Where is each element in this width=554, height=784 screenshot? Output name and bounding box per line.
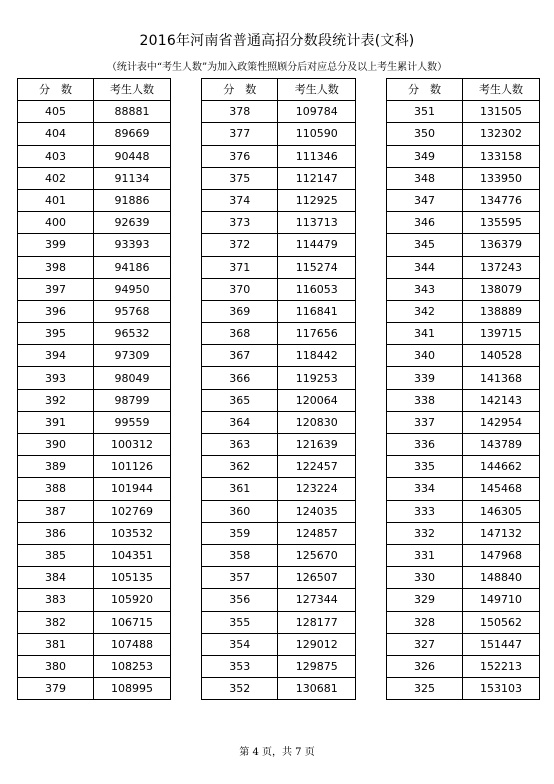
count-cell: 105135 — [94, 567, 171, 589]
count-cell: 93393 — [94, 234, 171, 256]
table-row — [202, 411, 356, 433]
count-cell: 126507 — [278, 567, 356, 589]
count-cell: 146305 — [463, 500, 540, 522]
score-cell: 372 — [202, 234, 278, 256]
table-row — [202, 167, 356, 189]
page-footer: 第 4 页，共 7 页 — [239, 747, 315, 758]
score-cell: 365 — [202, 389, 278, 411]
table-row — [202, 101, 356, 123]
count-cell: 117656 — [278, 323, 356, 345]
page-title: 2016年河南省普通高招分数段统计表(文科) — [139, 33, 415, 49]
count-cell: 88881 — [94, 101, 171, 123]
table-row — [18, 633, 171, 655]
table-row — [18, 611, 171, 633]
table-row — [18, 256, 171, 278]
score-cell: 390 — [18, 434, 94, 456]
count-cell: 98049 — [94, 367, 171, 389]
count-cell: 143789 — [463, 434, 540, 456]
count-cell: 98799 — [94, 389, 171, 411]
count-cell: 94950 — [94, 278, 171, 300]
score-cell: 384 — [18, 567, 94, 589]
count-cell: 110590 — [278, 123, 356, 145]
table-row — [18, 456, 171, 478]
score-cell: 332 — [387, 522, 463, 544]
count-cell: 119253 — [278, 367, 356, 389]
score-cell: 398 — [18, 256, 94, 278]
count-cell: 118442 — [278, 345, 356, 367]
score-cell: 341 — [387, 323, 463, 345]
score-cell: 354 — [202, 633, 278, 655]
table-row — [18, 655, 171, 677]
score-cell: 352 — [202, 678, 278, 700]
count-cell: 127344 — [278, 589, 356, 611]
score-cell: 345 — [387, 234, 463, 256]
score-cell: 363 — [202, 434, 278, 456]
table-row — [387, 145, 540, 167]
count-cell: 137243 — [463, 256, 540, 278]
count-cell: 112925 — [278, 189, 356, 211]
count-cell: 92639 — [94, 212, 171, 234]
table-row — [202, 500, 356, 522]
count-cell: 149710 — [463, 589, 540, 611]
table-row — [18, 234, 171, 256]
count-cell: 120830 — [278, 411, 356, 433]
score-cell: 330 — [387, 567, 463, 589]
table-row — [387, 633, 540, 655]
header-count: 考生人数 — [94, 79, 171, 101]
table-row — [202, 234, 356, 256]
count-cell: 112147 — [278, 167, 356, 189]
table-row — [387, 323, 540, 345]
score-table-2 — [201, 78, 356, 700]
score-cell: 342 — [387, 300, 463, 322]
count-cell: 148840 — [463, 567, 540, 589]
table-row — [387, 544, 540, 566]
table-row — [387, 300, 540, 322]
table-body — [387, 101, 540, 700]
count-cell: 91134 — [94, 167, 171, 189]
table-row — [202, 456, 356, 478]
count-cell: 147132 — [463, 522, 540, 544]
table-row — [202, 522, 356, 544]
count-cell: 151447 — [463, 633, 540, 655]
score-cell: 350 — [387, 123, 463, 145]
score-cell: 356 — [202, 589, 278, 611]
table-row — [18, 678, 171, 700]
count-cell: 99559 — [94, 411, 171, 433]
score-cell: 334 — [387, 478, 463, 500]
table-row — [202, 323, 356, 345]
table-row — [387, 522, 540, 544]
score-cell: 337 — [387, 411, 463, 433]
count-cell: 152213 — [463, 655, 540, 677]
score-cell: 326 — [387, 655, 463, 677]
table-row — [18, 544, 171, 566]
score-cell: 357 — [202, 567, 278, 589]
count-cell: 116841 — [278, 300, 356, 322]
count-cell: 97309 — [94, 345, 171, 367]
header-row — [202, 79, 356, 101]
table-row — [387, 234, 540, 256]
table-row — [202, 300, 356, 322]
table-row — [202, 123, 356, 145]
table-row — [18, 345, 171, 367]
table-row — [387, 678, 540, 700]
score-cell: 380 — [18, 655, 94, 677]
count-cell: 142143 — [463, 389, 540, 411]
table-row — [18, 189, 171, 211]
count-cell: 95768 — [94, 300, 171, 322]
table-row — [387, 167, 540, 189]
table-row — [18, 212, 171, 234]
count-cell: 134776 — [463, 189, 540, 211]
count-cell: 89669 — [94, 123, 171, 145]
table-row — [18, 123, 171, 145]
score-cell: 328 — [387, 611, 463, 633]
count-cell: 123224 — [278, 478, 356, 500]
score-cell: 355 — [202, 611, 278, 633]
score-cell: 382 — [18, 611, 94, 633]
score-cell: 395 — [18, 323, 94, 345]
table-body — [18, 101, 171, 700]
count-cell: 116053 — [278, 278, 356, 300]
page-subtitle: （统计表中“考生人数”为加入政策性照顾分后对应总分及以上考生累计人数） — [106, 62, 448, 73]
count-cell: 108253 — [94, 655, 171, 677]
count-cell: 120064 — [278, 389, 356, 411]
score-cell: 394 — [18, 345, 94, 367]
score-cell: 373 — [202, 212, 278, 234]
score-cell: 329 — [387, 589, 463, 611]
score-cell: 368 — [202, 323, 278, 345]
score-cell: 358 — [202, 544, 278, 566]
table-row — [387, 101, 540, 123]
score-cell: 360 — [202, 500, 278, 522]
table-row — [202, 434, 356, 456]
score-cell: 327 — [387, 633, 463, 655]
score-cell: 331 — [387, 544, 463, 566]
count-cell: 125670 — [278, 544, 356, 566]
count-cell: 113713 — [278, 212, 356, 234]
count-cell: 111346 — [278, 145, 356, 167]
score-cell: 387 — [18, 500, 94, 522]
table-row — [387, 478, 540, 500]
count-cell: 153103 — [463, 678, 540, 700]
score-cell: 403 — [18, 145, 94, 167]
score-table-3 — [386, 78, 540, 700]
table-body — [202, 101, 356, 700]
score-cell: 402 — [18, 167, 94, 189]
table-row — [387, 278, 540, 300]
table-row — [387, 123, 540, 145]
table-row — [387, 389, 540, 411]
table-row — [387, 589, 540, 611]
score-cell: 339 — [387, 367, 463, 389]
table-row — [387, 256, 540, 278]
count-cell: 100312 — [94, 434, 171, 456]
count-cell: 129875 — [278, 655, 356, 677]
count-cell: 91886 — [94, 189, 171, 211]
score-cell: 377 — [202, 123, 278, 145]
table-row — [18, 367, 171, 389]
score-cell: 383 — [18, 589, 94, 611]
header-score: 分 数 — [202, 79, 278, 101]
score-cell: 362 — [202, 456, 278, 478]
score-cell: 347 — [387, 189, 463, 211]
score-cell: 367 — [202, 345, 278, 367]
count-cell: 101126 — [94, 456, 171, 478]
header-score: 分 数 — [18, 79, 94, 101]
count-cell: 150562 — [463, 611, 540, 633]
score-cell: 391 — [18, 411, 94, 433]
count-cell: 121639 — [278, 434, 356, 456]
table-row — [202, 611, 356, 633]
score-cell: 404 — [18, 123, 94, 145]
table-row — [18, 278, 171, 300]
count-cell: 132302 — [463, 123, 540, 145]
table-row — [18, 589, 171, 611]
count-cell: 145468 — [463, 478, 540, 500]
score-cell: 388 — [18, 478, 94, 500]
header-score: 分 数 — [387, 79, 463, 101]
score-cell: 361 — [202, 478, 278, 500]
count-cell: 139715 — [463, 323, 540, 345]
count-cell: 147968 — [463, 544, 540, 566]
score-cell: 364 — [202, 411, 278, 433]
count-cell: 102769 — [94, 500, 171, 522]
table-row — [202, 589, 356, 611]
count-cell: 104351 — [94, 544, 171, 566]
table-row — [18, 323, 171, 345]
count-cell: 133158 — [463, 145, 540, 167]
table-row — [202, 256, 356, 278]
table-row — [18, 389, 171, 411]
score-cell: 376 — [202, 145, 278, 167]
score-cell: 401 — [18, 189, 94, 211]
table-row — [202, 189, 356, 211]
table-row — [18, 167, 171, 189]
header-count: 考生人数 — [278, 79, 356, 101]
table-row — [18, 567, 171, 589]
count-cell: 114479 — [278, 234, 356, 256]
score-cell: 371 — [202, 256, 278, 278]
score-cell: 374 — [202, 189, 278, 211]
score-cell: 392 — [18, 389, 94, 411]
table-row — [387, 345, 540, 367]
table-row — [202, 389, 356, 411]
score-cell: 381 — [18, 633, 94, 655]
score-cell: 366 — [202, 367, 278, 389]
count-cell: 124035 — [278, 500, 356, 522]
count-cell: 133950 — [463, 167, 540, 189]
table-row — [387, 567, 540, 589]
score-cell: 346 — [387, 212, 463, 234]
score-cell: 349 — [387, 145, 463, 167]
table-row — [18, 300, 171, 322]
count-cell: 122457 — [278, 456, 356, 478]
count-cell: 106715 — [94, 611, 171, 633]
table-row — [387, 655, 540, 677]
count-cell: 94186 — [94, 256, 171, 278]
header-row — [387, 79, 540, 101]
count-cell: 138079 — [463, 278, 540, 300]
count-cell: 136379 — [463, 234, 540, 256]
score-cell: 375 — [202, 167, 278, 189]
score-cell: 389 — [18, 456, 94, 478]
score-cell: 348 — [387, 167, 463, 189]
count-cell: 141368 — [463, 367, 540, 389]
table-row — [387, 500, 540, 522]
table-row — [202, 367, 356, 389]
table-row — [18, 434, 171, 456]
score-table-1 — [17, 78, 171, 700]
count-cell: 107488 — [94, 633, 171, 655]
score-cell: 325 — [387, 678, 463, 700]
table-row — [18, 411, 171, 433]
score-cell: 338 — [387, 389, 463, 411]
table-row — [202, 212, 356, 234]
score-cell: 333 — [387, 500, 463, 522]
table-row — [387, 411, 540, 433]
table-row — [202, 567, 356, 589]
score-cell: 379 — [18, 678, 94, 700]
count-cell: 131505 — [463, 101, 540, 123]
table-row — [202, 544, 356, 566]
table-row — [18, 478, 171, 500]
count-cell: 115274 — [278, 256, 356, 278]
score-cell: 405 — [18, 101, 94, 123]
count-cell: 103532 — [94, 522, 171, 544]
table-row — [387, 212, 540, 234]
table-row — [202, 345, 356, 367]
table-row — [18, 101, 171, 123]
count-cell: 124857 — [278, 522, 356, 544]
count-cell: 101944 — [94, 478, 171, 500]
table-row — [18, 522, 171, 544]
count-cell: 142954 — [463, 411, 540, 433]
count-cell: 135595 — [463, 212, 540, 234]
count-cell: 108995 — [94, 678, 171, 700]
score-cell: 385 — [18, 544, 94, 566]
score-cell: 359 — [202, 522, 278, 544]
score-cell: 343 — [387, 278, 463, 300]
score-cell: 353 — [202, 655, 278, 677]
score-cell: 340 — [387, 345, 463, 367]
score-cell: 399 — [18, 234, 94, 256]
count-cell: 109784 — [278, 101, 356, 123]
score-cell: 351 — [387, 101, 463, 123]
count-cell: 129012 — [278, 633, 356, 655]
table-row — [202, 145, 356, 167]
table-row — [202, 678, 356, 700]
table-row — [387, 456, 540, 478]
count-cell: 90448 — [94, 145, 171, 167]
header-count: 考生人数 — [463, 79, 540, 101]
count-cell: 128177 — [278, 611, 356, 633]
score-cell: 396 — [18, 300, 94, 322]
score-cell: 393 — [18, 367, 94, 389]
table-row — [202, 655, 356, 677]
score-cell: 336 — [387, 434, 463, 456]
count-cell: 144662 — [463, 456, 540, 478]
score-cell: 335 — [387, 456, 463, 478]
table-row — [202, 278, 356, 300]
table-row — [202, 478, 356, 500]
table-row — [18, 145, 171, 167]
table-row — [387, 189, 540, 211]
score-cell: 397 — [18, 278, 94, 300]
score-cell: 386 — [18, 522, 94, 544]
table-row — [387, 611, 540, 633]
table-row — [387, 367, 540, 389]
score-cell: 400 — [18, 212, 94, 234]
score-cell: 378 — [202, 101, 278, 123]
table-row — [202, 633, 356, 655]
score-cell: 370 — [202, 278, 278, 300]
score-cell: 344 — [387, 256, 463, 278]
score-cell: 369 — [202, 300, 278, 322]
count-cell: 130681 — [278, 678, 356, 700]
count-cell: 138889 — [463, 300, 540, 322]
table-row — [387, 434, 540, 456]
header-row — [18, 79, 171, 101]
count-cell: 105920 — [94, 589, 171, 611]
table-row — [18, 500, 171, 522]
count-cell: 140528 — [463, 345, 540, 367]
count-cell: 96532 — [94, 323, 171, 345]
